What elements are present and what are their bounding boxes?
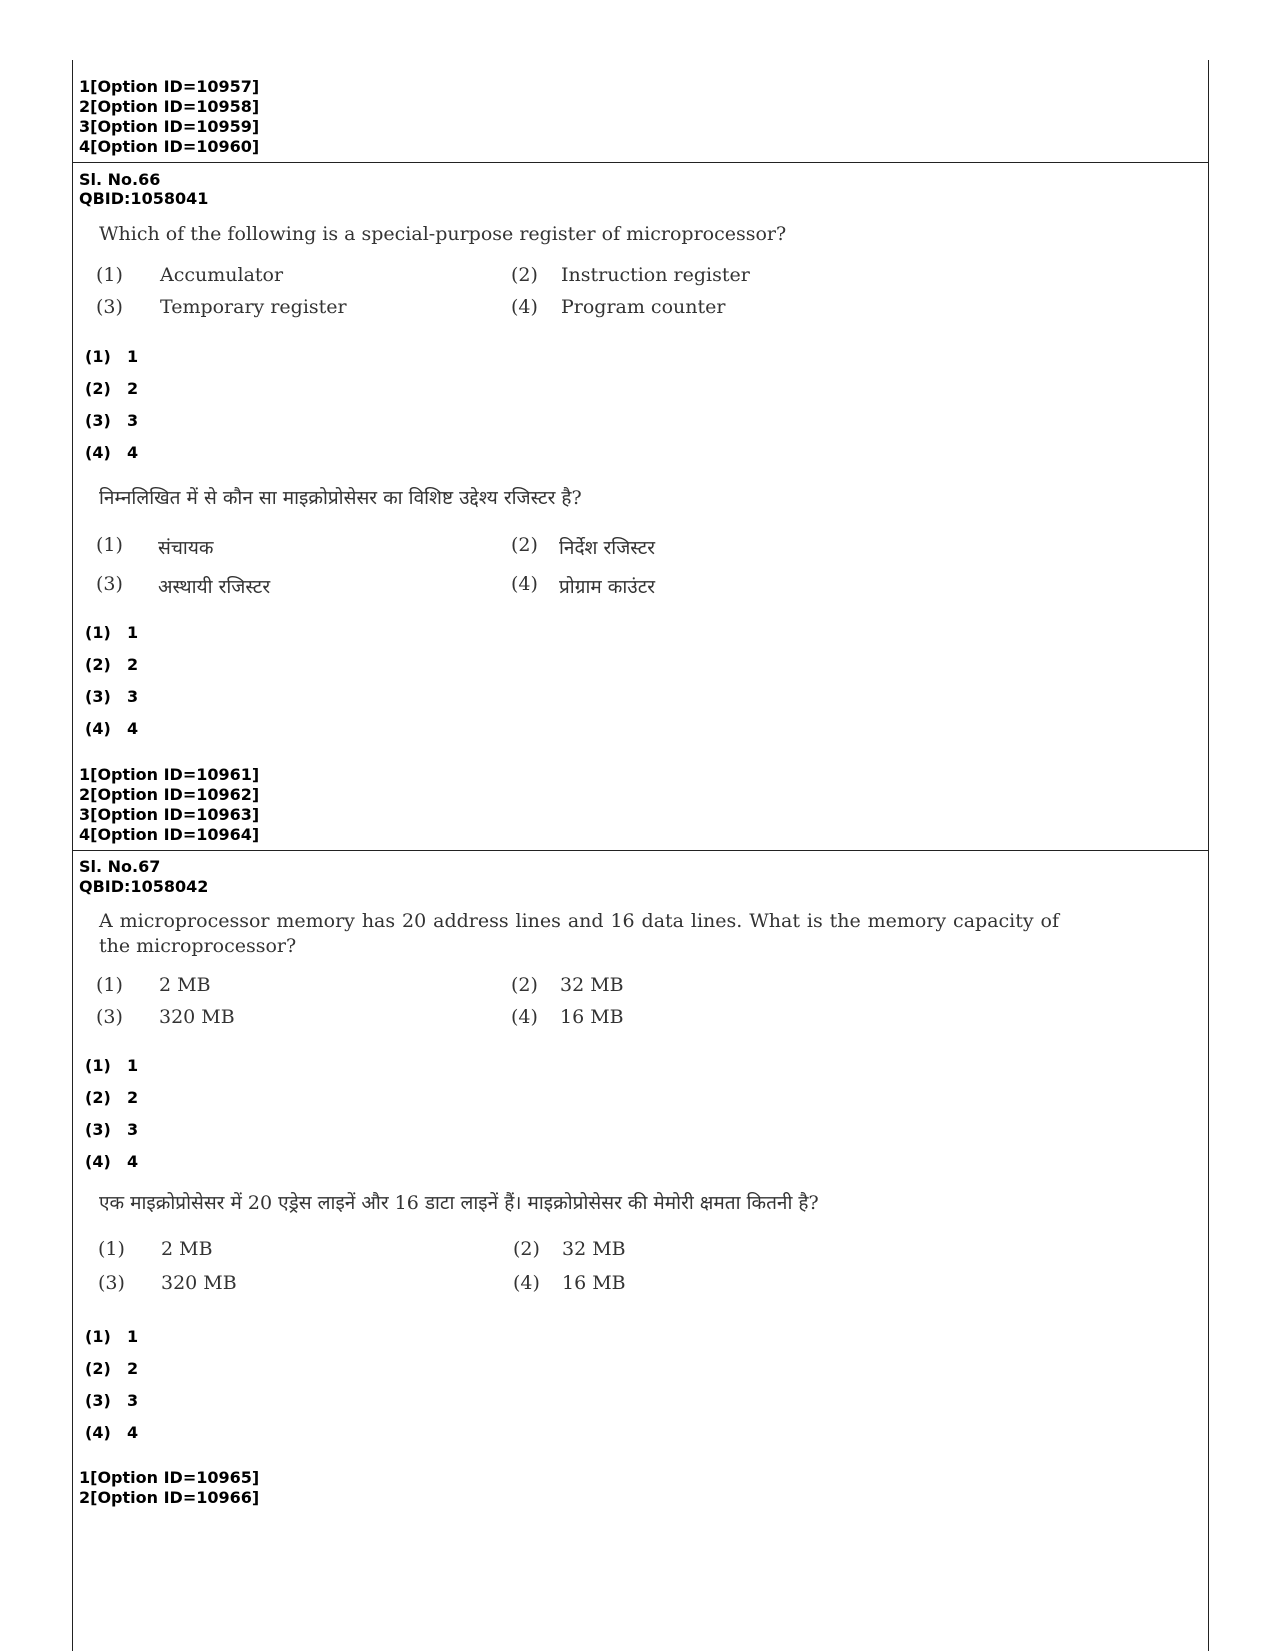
answer-value: 3	[127, 687, 139, 706]
option-text: Program counter	[561, 296, 726, 318]
answer-number: (4)	[85, 1152, 111, 1171]
answer-number: (2)	[85, 655, 111, 674]
option-number: (1)	[96, 534, 123, 556]
answer-choice	[85, 655, 138, 674]
answer-number: (1)	[85, 347, 111, 366]
answer-value: 1	[127, 1327, 139, 1346]
option-text: 32 MB	[562, 1238, 626, 1260]
option-text: 320 MB	[161, 1272, 237, 1294]
option-text: निर्देश रजिस्टर	[559, 537, 656, 559]
question-text-hi: एक माइक्रोप्रोसेसर में 20 एड्रेस लाइनें और 16 डाटा लाइनें हैं। माइक्रोप्रोसेसर की मेमोरी क्षमता कितनी है?	[99, 1192, 819, 1214]
answer-number: (1)	[85, 1056, 111, 1075]
section-divider	[73, 162, 1208, 163]
option-text: संचायक	[158, 537, 214, 559]
answer-number: (4)	[85, 1423, 111, 1442]
answer-value: 1	[127, 347, 139, 366]
option-text: 2 MB	[161, 1238, 213, 1260]
answer-choice	[85, 1359, 138, 1378]
option-number: (1)	[96, 974, 123, 996]
answer-number: (2)	[85, 1359, 111, 1378]
option-number: (2)	[511, 974, 538, 996]
option-text: Temporary register	[160, 296, 347, 318]
answer-value: 4	[127, 1423, 139, 1442]
option-text: 2 MB	[159, 974, 211, 996]
option-text: 320 MB	[159, 1006, 235, 1028]
qbid: QBID:1058041	[79, 189, 209, 208]
option-id-line: 1[Option ID=10957]	[79, 77, 260, 96]
serial-number: Sl. No.66	[79, 170, 161, 189]
option-number: (4)	[513, 1272, 540, 1294]
serial-number: Sl. No.67	[79, 857, 161, 876]
qbid: QBID:1058042	[79, 877, 209, 896]
option-number: (1)	[98, 1238, 125, 1260]
option-text: Instruction register	[561, 264, 750, 286]
answer-choice	[85, 1391, 138, 1410]
answer-number: (3)	[85, 411, 111, 430]
answer-choice	[85, 1120, 138, 1139]
option-id-line: 2[Option ID=10962]	[79, 785, 260, 804]
answer-number: (2)	[85, 1088, 111, 1107]
question-paper-frame	[72, 60, 1209, 1651]
option-number: (3)	[96, 1006, 123, 1028]
option-id-line: 3[Option ID=10963]	[79, 805, 260, 824]
option-id-line: 1[Option ID=10961]	[79, 765, 260, 784]
answer-number: (1)	[85, 1327, 111, 1346]
option-id-line: 1[Option ID=10965]	[79, 1468, 260, 1487]
option-number: (2)	[513, 1238, 540, 1260]
option-id-line: 4[Option ID=10964]	[79, 825, 260, 844]
option-text: 32 MB	[560, 974, 624, 996]
answer-value: 2	[127, 379, 139, 398]
option-text: 16 MB	[562, 1272, 626, 1294]
option-id-line: 4[Option ID=10960]	[79, 137, 260, 156]
answer-number: (4)	[85, 443, 111, 462]
answer-choice	[85, 1152, 138, 1171]
answer-value: 2	[127, 1088, 139, 1107]
answer-choice	[85, 719, 138, 738]
option-text: 16 MB	[560, 1006, 624, 1028]
answer-choice	[85, 411, 138, 430]
answer-choice	[85, 443, 138, 462]
option-text: अस्थायी रजिस्टर	[158, 576, 271, 598]
answer-choice	[85, 379, 138, 398]
option-text: Accumulator	[160, 264, 284, 286]
answer-choice	[85, 1423, 138, 1442]
option-number: (2)	[511, 534, 538, 556]
option-id-line: 2[Option ID=10958]	[79, 97, 260, 116]
answer-choice	[85, 1056, 138, 1075]
answer-value: 2	[127, 1359, 139, 1378]
answer-number: (3)	[85, 1391, 111, 1410]
option-text: प्रोग्राम काउंटर	[559, 576, 656, 598]
answer-number: (2)	[85, 379, 111, 398]
answer-value: 4	[127, 443, 139, 462]
answer-choice	[85, 623, 138, 642]
answer-choice	[85, 347, 138, 366]
answer-choice	[85, 1088, 138, 1107]
option-id-line: 3[Option ID=10959]	[79, 117, 260, 136]
answer-choice	[85, 687, 138, 706]
answer-value: 1	[127, 623, 139, 642]
option-id-line: 2[Option ID=10966]	[79, 1488, 260, 1507]
option-number: (1)	[96, 264, 123, 286]
answer-value: 3	[127, 411, 139, 430]
option-number: (4)	[511, 296, 538, 318]
answer-number: (1)	[85, 623, 111, 642]
question-text-hi: निम्नलिखित में से कौन सा माइक्रोप्रोसेसर का विशिष्ट उद्देश्य रजिस्टर है?	[99, 487, 582, 509]
option-number: (3)	[98, 1272, 125, 1294]
option-number: (3)	[96, 296, 123, 318]
answer-value: 3	[127, 1391, 139, 1410]
answer-value: 1	[127, 1056, 139, 1075]
question-text-en: A microprocessor memory has 20 address lines and 16 data lines. What is the memory capacity of the microprocessor?	[99, 910, 1059, 957]
question-text-en: Which of the following is a special-purpose register of microprocessor?	[99, 223, 787, 245]
option-number: (3)	[96, 573, 123, 595]
answer-number: (3)	[85, 687, 111, 706]
answer-value: 3	[127, 1120, 139, 1139]
answer-value: 4	[127, 719, 139, 738]
answer-value: 2	[127, 655, 139, 674]
option-number: (4)	[511, 573, 538, 595]
answer-choice	[85, 1327, 138, 1346]
option-number: (2)	[511, 264, 538, 286]
answer-number: (3)	[85, 1120, 111, 1139]
section-divider	[73, 850, 1208, 851]
option-number: (4)	[511, 1006, 538, 1028]
answer-number: (4)	[85, 719, 111, 738]
answer-value: 4	[127, 1152, 139, 1171]
